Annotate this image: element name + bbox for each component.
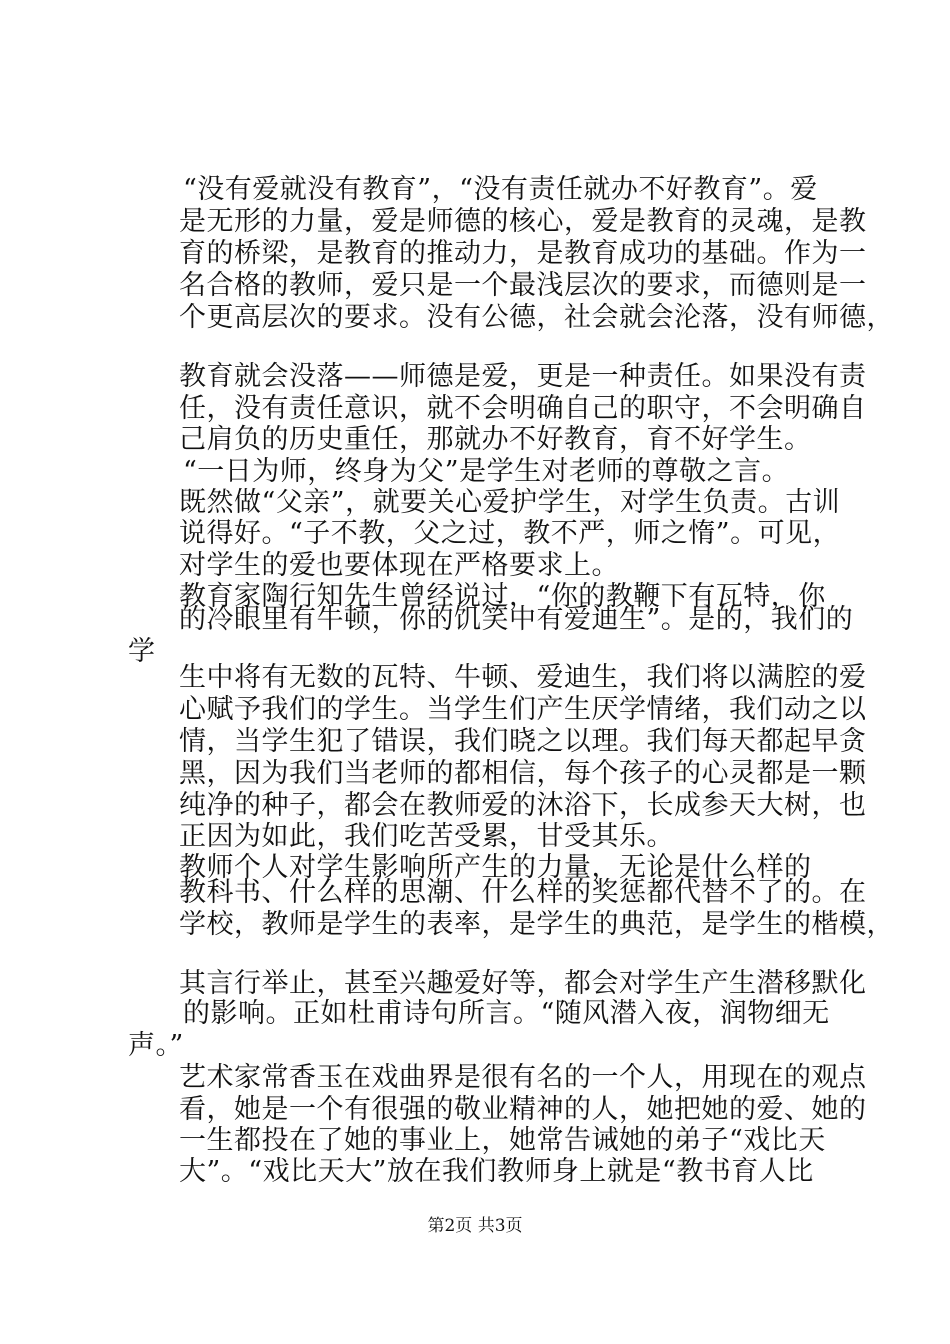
body-text-line: “一日为师，终身为父”是学生对老师的尊敬之言。	[183, 456, 790, 487]
body-text-line: 育的桥梁，是教育的推动力，是教育成功的基础。作为一	[179, 238, 867, 269]
body-text-line: 任，没有责任意识，就不会明确自己的职守，不会明确自	[179, 393, 867, 424]
body-text-line: 的影响。正如杜甫诗句所言。“随风潜入夜，润物细无	[183, 998, 830, 1029]
body-text-line: 一生都投在了她的事业上，她常告诫她的弟子“戏比天	[179, 1125, 826, 1156]
page-number-footer: 第2页 共3页	[427, 1216, 523, 1236]
body-text-line: 学校，教师是学生的表率，是学生的典范，是学生的楷模，	[179, 909, 894, 940]
body-text-line: 纯净的种子，都会在教师爱的沐浴下，长成参天大树，也	[179, 790, 867, 821]
body-text-line: 对学生的爱也要体现在严格要求上。	[179, 550, 619, 581]
body-text-line: 正因为如此，我们吃苦受累，甘受其乐。	[179, 821, 674, 852]
body-text-line: 看，她是一个有很强的敬业精神的人，她把她的爱、她的	[179, 1094, 867, 1125]
body-text-line: 是无形的力量，爱是师德的核心，爱是教育的灵魂，是教	[179, 206, 867, 237]
body-text-line: 己肩负的历史重任，那就办不好教育，育不好学生。	[179, 424, 812, 455]
body-text-line: 个更高层次的要求。没有公德，社会就会沦落，没有师德，	[179, 302, 894, 333]
body-text-line: 教育家陶行知先生曾经说过，“你的教鞭下有瓦特，你	[179, 581, 826, 612]
body-text-line: 其言行举止，甚至兴趣爱好等，都会对学生产生潜移默化	[179, 968, 867, 999]
body-text-line: 生中将有无数的瓦特、牛顿、爱迪生，我们将以满腔的爱	[179, 662, 867, 693]
body-text-line: 教科书、什么样的思潮、什么样的奖惩都代替不了的。在	[179, 877, 867, 908]
body-text-line: 的冷眼里有牛顿，你的饥笑中有爱迪生”。是的，我们的	[179, 604, 854, 635]
body-text-line: 情，当学生犯了错误，我们晓之以理。我们每天都起早贪	[179, 726, 867, 757]
body-text-line: 心赋予我们的学生。当学生们产生厌学情绪，我们动之以	[179, 694, 867, 725]
body-text-line: 黑，因为我们当老师的都相信，每个孩子的心灵都是一颗	[179, 758, 867, 789]
body-text-line: 艺术家常香玉在戏曲界是很有名的一个人，用现在的观点	[179, 1062, 867, 1093]
body-text-line: 教育就会没落——师德是爱，更是一种责任。如果没有责	[179, 361, 867, 392]
body-text-line: 学	[128, 636, 156, 667]
body-text-line: 声。”	[128, 1030, 184, 1061]
body-text-line: 教师个人对学生影响所产生的力量，无论是什么样的	[179, 852, 812, 883]
body-text-line: “没有爱就没有教育”，“没有责任就办不好教育”。爱	[183, 174, 818, 205]
body-text-line: 说得好。“子不教，父之过，教不严，师之惰”。可见，	[179, 518, 841, 549]
body-text-line: 大”。“戏比天大”放在我们教师身上就是“教书育人比	[179, 1156, 814, 1187]
body-text-line: 既然做“父亲”，就要关心爱护学生，对学生负责。古训	[179, 487, 841, 518]
body-text-line: 名合格的教师，爱只是一个最浅层次的要求，而德则是一	[179, 270, 867, 301]
